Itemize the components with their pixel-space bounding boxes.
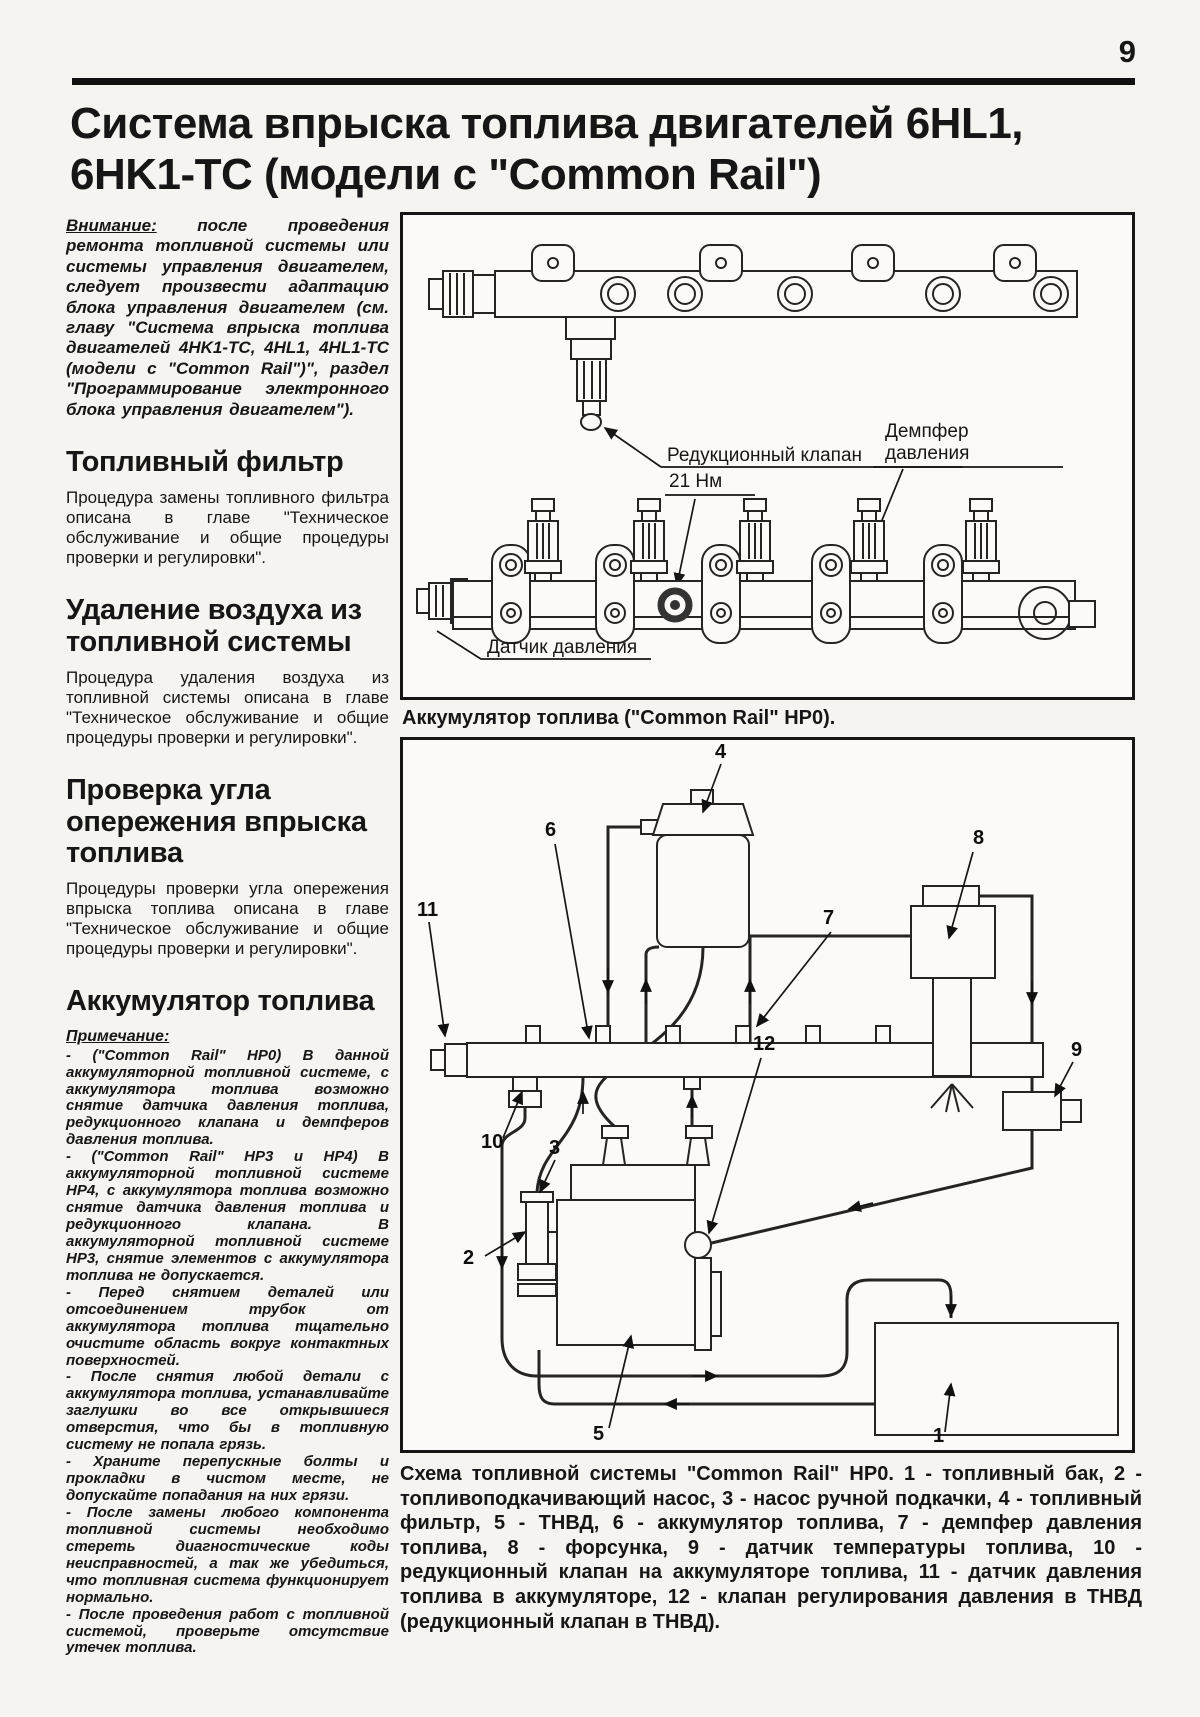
svg-text:5: 5 xyxy=(593,1423,605,1445)
injector xyxy=(911,886,995,1112)
note-item: - Храните перепускные болты и прокладки в чистом месте, не допускайте попадания на них грязи. xyxy=(66,1453,389,1505)
fuel-tank xyxy=(875,1323,1118,1435)
rail-top-view xyxy=(429,245,1077,467)
header-rule xyxy=(72,78,1135,85)
note-item: - ("Common Rail" HP0) В данной аккумуляторной топливной системе, с аккумулятора топлива возможно снятие датчика давления топлива, редукционного клапана и демпферов давления топлива. xyxy=(66,1046,389,1149)
page-title-line1: Система впрыска топлива двигателей 6HL1, xyxy=(70,99,1024,148)
warning-paragraph xyxy=(66,216,389,420)
note-item: - После проведения работ с топливной системой, проверьте отсутствие утечек топлива. xyxy=(66,1605,389,1657)
figure-fuel-rail xyxy=(400,212,1135,700)
section-heading-fuel-filter: Топливный фильтр xyxy=(66,445,344,478)
fuel-rail-drawing xyxy=(403,215,1132,697)
svg-text:7: 7 xyxy=(823,907,835,929)
page-title-line2: 6HK1-TC (модели с "Common Rail") xyxy=(70,150,822,200)
note-item: - Перед снятием деталей или отсоединением трубок от аккумулятора топлива тщательно очистите область вокруг контактных поверхностей. xyxy=(66,1283,389,1369)
relief-valve-label: Редукционный клапан xyxy=(667,445,863,466)
fuel-filter xyxy=(641,790,753,947)
fuel-temp-sensor xyxy=(1003,1092,1081,1130)
svg-text:2: 2 xyxy=(463,1247,475,1269)
svg-text:9: 9 xyxy=(1071,1039,1083,1061)
svg-text:3: 3 xyxy=(549,1137,561,1159)
figure1-caption: Аккумулятор топлива ("Common Rail" HP0). xyxy=(402,707,836,729)
svg-text:12: 12 xyxy=(753,1033,776,1055)
torque-nut-center xyxy=(670,600,680,610)
relief-valve xyxy=(566,317,615,430)
fuel-system-drawing xyxy=(403,740,1132,1450)
page-title xyxy=(70,98,1144,200)
section-body-injection-timing: Процедуры проверки угла опережения впрыска топлива описана в главе "Техническое обслуживание и общие процедуры проверки и регулировки". xyxy=(66,879,389,959)
page-number: 9 xyxy=(1118,34,1136,69)
sensor-label: Датчик давления xyxy=(487,637,638,658)
pump-pulley xyxy=(695,1258,711,1350)
figure-fuel-system-schematic xyxy=(400,737,1135,1453)
note-item: - После замены любого компонента топливной системы необходимо стереть диагностические коды неисправностей, а так же убедиться, что топливная система функционирует нормально. xyxy=(66,1503,389,1606)
warning-text: после проведения ремонта топливной системы или системы управления двигателем, следует произвести адаптацию блока управления двигателем (см. главу "Система впрыска топлива двигателей 4HK1-TC, 4HL1, 4HL1-TC (модели с "Common Rail")", раздел "Программирование электронного блока управления двигателем"). xyxy=(66,216,389,419)
torque-label: 21 Нм xyxy=(669,471,723,492)
svg-text:8: 8 xyxy=(973,827,985,849)
section-heading-fuel-rail: Аккумулятор топлива xyxy=(66,985,375,1018)
note-label: Примечание: xyxy=(66,1027,170,1045)
note-item: - После снятия любой детали с аккумулятора топлива, устанавливайте заглушки во все открывшиеся отверстия, что бы в топливную систему не попала грязь. xyxy=(66,1368,389,1454)
section-body-air-bleed: Процедура удаления воздуха из топливной системы описана в главе "Техническое обслуживание и общие процедуры проверки и регулировки". xyxy=(66,668,389,748)
relief-valve-leader xyxy=(605,428,661,467)
damper-label-line2: давления xyxy=(885,443,970,464)
text-column xyxy=(66,216,389,1657)
note-item: - ("Common Rail" HP3 и HP4) В аккумуляторной топливной системе HP4, с аккумулятора топлива возможно снятие датчика давления топлива и редукционного клапана. В аккумуляторной топливной системе HP3, снятие элементов с аккумулятора топлива не допускается. xyxy=(66,1148,389,1284)
section-heading-air-bleed: Удаление воздуха из топливной системы xyxy=(66,594,362,658)
svg-text:1: 1 xyxy=(933,1425,945,1447)
torque-leader xyxy=(677,499,695,585)
section-body-fuel-filter: Процедура замены топливного фильтра описана в главе "Техническое обслуживание и общие процедуры проверки и регулировки". xyxy=(66,488,389,568)
rail-supply-fitting xyxy=(684,1077,700,1089)
figure2-caption: Схема топливной системы "Common Rail" HP0. 1 - топливный бак, 2 - топливоподкачивающий насос, 3 - насос ручной подкачки, 4 - топливный фильтр, 5 - ТНВД, 6 - аккумулятор топлива, 7 - демпфер давления топлива, 8 - форсунка, 9 - датчик температуры топлива, 10 - редукционный клапан на аккумуляторе топлива, 11 - датчик давления топлива в аккумуляторе, 12 - клапан регулирования давления в ТНВД (редукционный клапан в ТНВД). xyxy=(400,1463,1142,1633)
section-heading-injection-timing: Проверка угла опережения впрыска топлива xyxy=(66,774,367,869)
svg-text:4: 4 xyxy=(715,741,727,763)
damper-label-line1: Демпфер xyxy=(885,421,969,442)
svg-text:11: 11 xyxy=(417,899,439,921)
svg-text:6: 6 xyxy=(545,819,557,841)
rail-relief-fitting xyxy=(513,1077,537,1091)
pressure-regulator-valve xyxy=(685,1232,711,1258)
svg-text:10: 10 xyxy=(481,1131,504,1153)
warning-label: Внимание: xyxy=(66,216,157,235)
